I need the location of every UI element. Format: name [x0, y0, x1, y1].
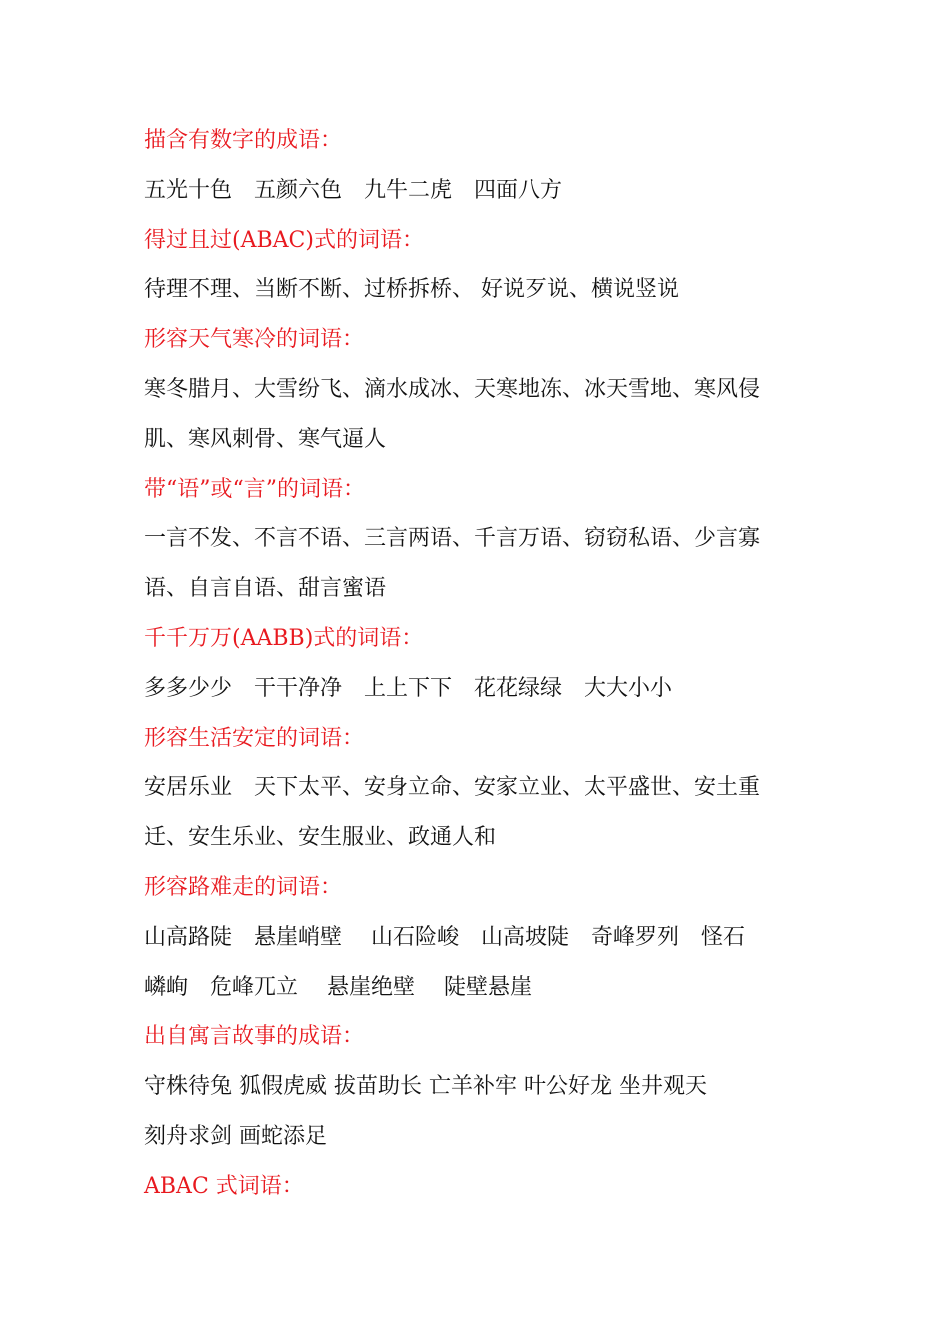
section-cold-weather: [144, 315, 824, 464]
section-heading: 形容路难走的词语：: [144, 874, 343, 900]
section-aabb-words: [144, 614, 824, 714]
section-line: 山高路陡 悬崖峭壁 山石险峻 山高坡陡 奇峰罗列 怪石: [144, 924, 745, 950]
section-line: 守株待兔 狐假虎威 拔苗助长 亡羊补牢 叶公好龙 坐井观天: [144, 1074, 707, 1100]
section-heading: 描含有数字的成语：: [144, 128, 343, 153]
section-line: 寒冬腊月、大雪纷飞、滴水成冰、天寒地冻、冰天雪地、寒风侵: [144, 376, 761, 402]
section-line: 五光十色 五颜六色 九牛二虎 四面八方: [144, 177, 563, 203]
section-fable-idioms: [144, 1012, 824, 1161]
section-abac-words: [144, 216, 824, 316]
section-line: 一言不发、不言不语、三言两语、千言万语、窃窃私语、少言寡: [144, 526, 761, 552]
section-heading: 出自寓言故事的成语：: [144, 1024, 365, 1050]
section-heading: 形容天气寒冷的词语：: [144, 327, 365, 353]
section-line: 语、自言自语、甜言蜜语: [144, 576, 387, 602]
section-heading: 千千万万(AABB)式的词语：: [144, 625, 424, 651]
section-heading: 带“语”或“言”的词语：: [144, 476, 365, 502]
section-speech-words: [144, 465, 824, 614]
section-abac-heading: [144, 1162, 824, 1212]
section-heading: 得过且过(ABAC)式的词语：: [144, 227, 424, 253]
section-heading: 形容生活安定的词语：: [144, 725, 365, 751]
section-line: 多多少少 干干净净 上上下下 花花绿绿 大大小小: [144, 675, 673, 701]
section-line: 肌、寒风刺骨、寒气逼人: [144, 426, 387, 452]
section-line: 待理不理、当断不断、过桥拆桥、 好说歹说、横说竖说: [144, 277, 679, 303]
section-number-idioms: [144, 116, 824, 216]
document-page: [144, 116, 824, 1212]
section-line: 刻舟求剑 画蛇添足: [144, 1123, 327, 1149]
section-line: 嶙峋 危峰兀立 悬崖绝壁 陡壁悬崖: [144, 974, 532, 1000]
section-hard-road: [144, 863, 824, 1012]
section-stable-life: [144, 714, 824, 863]
section-line: 安居乐业 天下太平、安身立命、安家立业、太平盛世、安土重: [144, 775, 761, 801]
section-line: 迁、安生乐业、安生服业、政通人和: [144, 825, 497, 851]
section-heading: ABAC 式词语：: [144, 1173, 304, 1199]
